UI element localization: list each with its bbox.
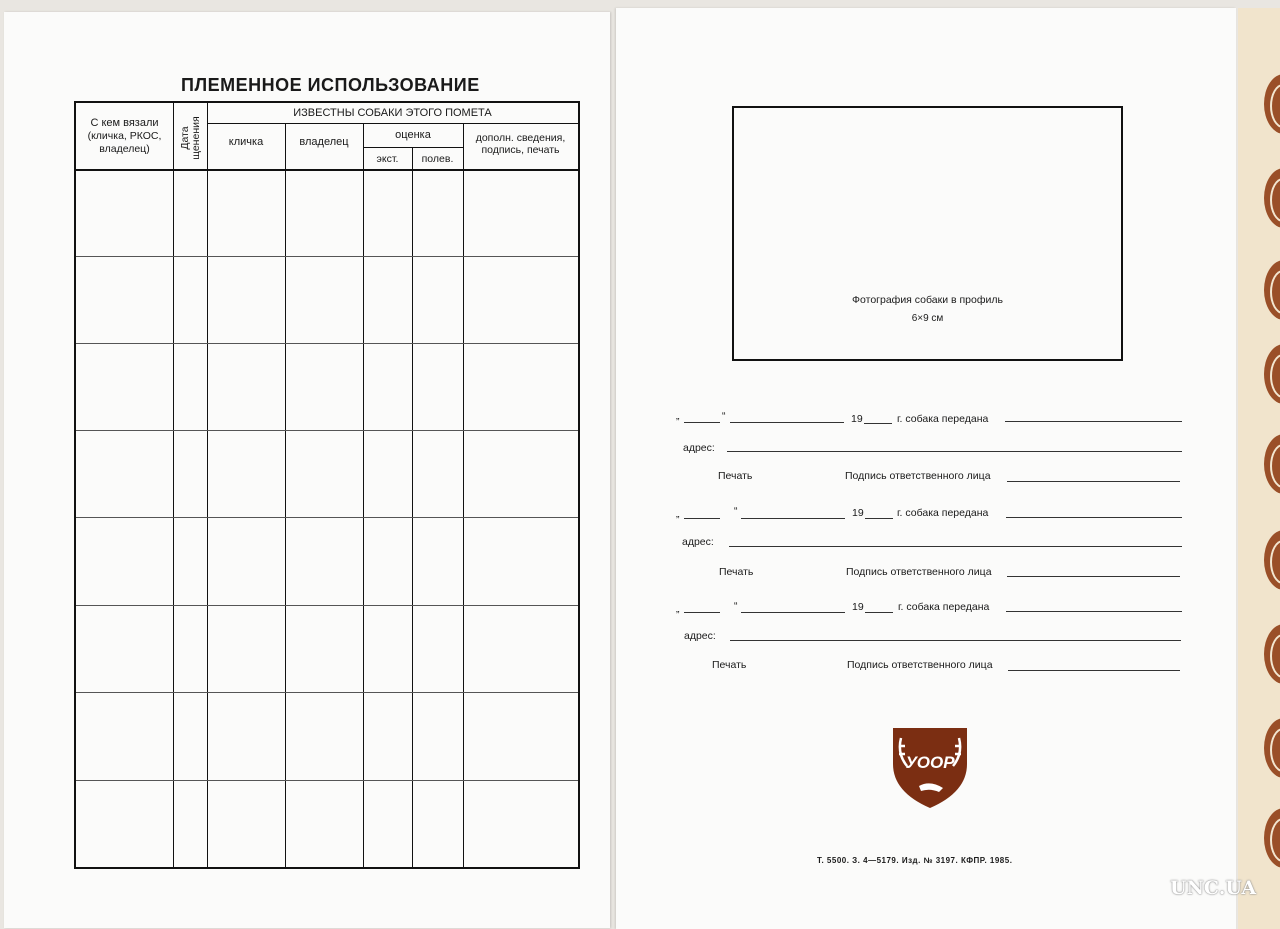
photo-box (732, 106, 1123, 361)
col-whelping-date: Дата щенения (179, 116, 202, 160)
watermark: UNC.UA (1170, 877, 1257, 899)
col-score-ext: экст. (376, 153, 399, 165)
page-title: ПЛЕМЕННОЕ ИСПОЛЬЗОВАНИЕ (181, 75, 480, 95)
col-mated-with: С кем вязали (кличка, РКОС, владелец) (87, 117, 162, 155)
adjacent-page-edge (1238, 8, 1280, 929)
col-score: оценка (395, 129, 431, 141)
uoor-logo (887, 724, 973, 810)
photo-caption: Фотография собаки в профиль (852, 294, 1003, 306)
svg-text:УООР: УООР (905, 753, 955, 772)
imprint: Т. 5500. З. 4—5179. Изд. № 3197. КФПР. 1985. (817, 856, 1013, 865)
col-name: кличка (228, 136, 264, 148)
col-extra-info: дополн. сведения, подпись, печать (475, 132, 566, 156)
col-owner: владелец (299, 136, 349, 148)
col-score-field: полев. (421, 153, 454, 165)
breeding-table (74, 101, 580, 869)
photo-size: 6×9 см (911, 313, 944, 324)
col-known-dogs: ИЗВЕСТНЫ СОБАКИ ЭТОГО ПОМЕТА (293, 107, 492, 119)
